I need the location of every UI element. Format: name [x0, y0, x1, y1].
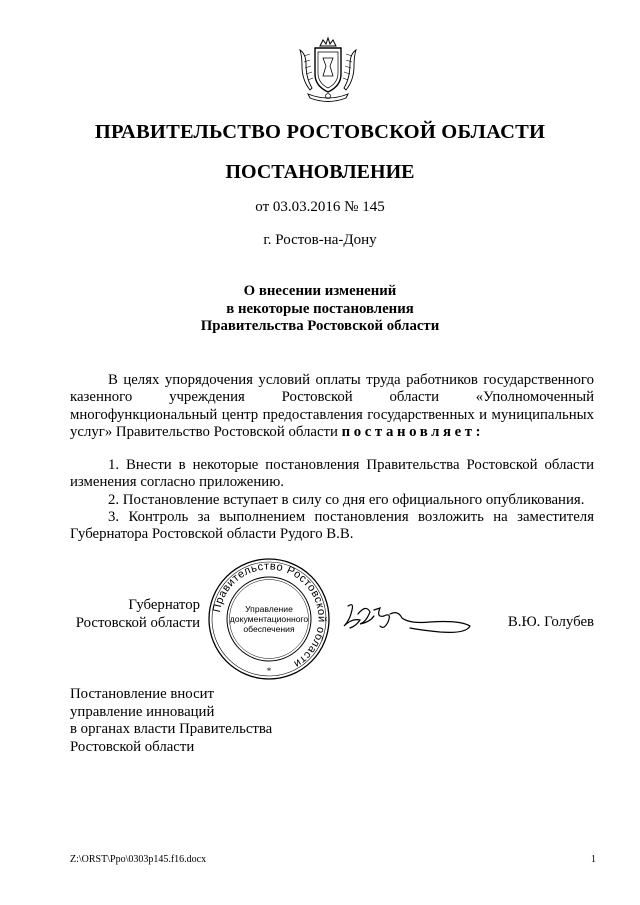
organization-title: ПРАВИТЕЛЬСТВО РОСТОВСКОЙ ОБЛАСТИ — [94, 121, 546, 143]
official-seal — [206, 556, 332, 682]
coat-of-arms-icon — [296, 36, 360, 104]
document-city: г. Ростов-на-Дону — [263, 232, 377, 248]
document-type-title: ПОСТАНОВЛЕНИЕ — [225, 161, 415, 183]
decree-items — [70, 457, 594, 543]
signer-name: В.Ю. Голубев — [507, 614, 594, 630]
preamble-text: В целях упорядочения условий оплаты труда работников государственного казенного учреждения Ростовской области «Уполномоченный многофункциональный центр предоставления государственных и муниципальных услуг» Правительство Ростовской области — [70, 372, 594, 440]
document-subject — [0, 283, 640, 336]
decree-item: 2. Постановление вступает в силу со дня его официального опубликования. — [108, 491, 585, 508]
decree-item: 1. Внести в некоторые постановления Правительства Ростовской области изменения согласно приложению. — [70, 457, 594, 491]
seal-center — [206, 556, 332, 682]
signer-title — [70, 597, 200, 632]
seal-ring-text: Правительство Ростовской области — [210, 560, 328, 671]
note-line: Постановление вносит — [70, 686, 215, 702]
page-number: 1 — [591, 854, 596, 865]
signer-title-line: Ростовской области — [75, 614, 200, 631]
document-date-number: от 03.03.2016 № 145 — [255, 199, 385, 215]
subject-line: Правительства Ростовской области — [200, 318, 440, 334]
submitter-note — [70, 686, 272, 756]
seal-star-icon: * — [266, 666, 272, 676]
seal-center-line: Управление — [245, 604, 293, 614]
seal-center-line: обеспечения — [243, 624, 295, 634]
note-line: Ростовской области — [70, 738, 195, 755]
decree-item: 3. Контроль за выполнением постановления возложить на заместителя Губернатора Ростовской области Рудого В.В. — [70, 508, 594, 543]
handwritten-signature — [340, 596, 475, 640]
note-line: управление инноваций — [70, 703, 215, 720]
signer-title-line: Губернатор — [128, 597, 200, 613]
seal-center-line: документационного — [229, 614, 309, 624]
subject-line: О внесении изменений — [243, 283, 397, 299]
footer-file-path: Z:\ORST\Ppo\0303p145.f16.docx — [70, 854, 207, 865]
decree-word: постановляет: — [341, 423, 485, 440]
note-line: в органах власти Правительства — [70, 721, 273, 737]
preamble-paragraph — [70, 372, 594, 441]
subject-line: в некоторые постановления — [226, 300, 414, 317]
